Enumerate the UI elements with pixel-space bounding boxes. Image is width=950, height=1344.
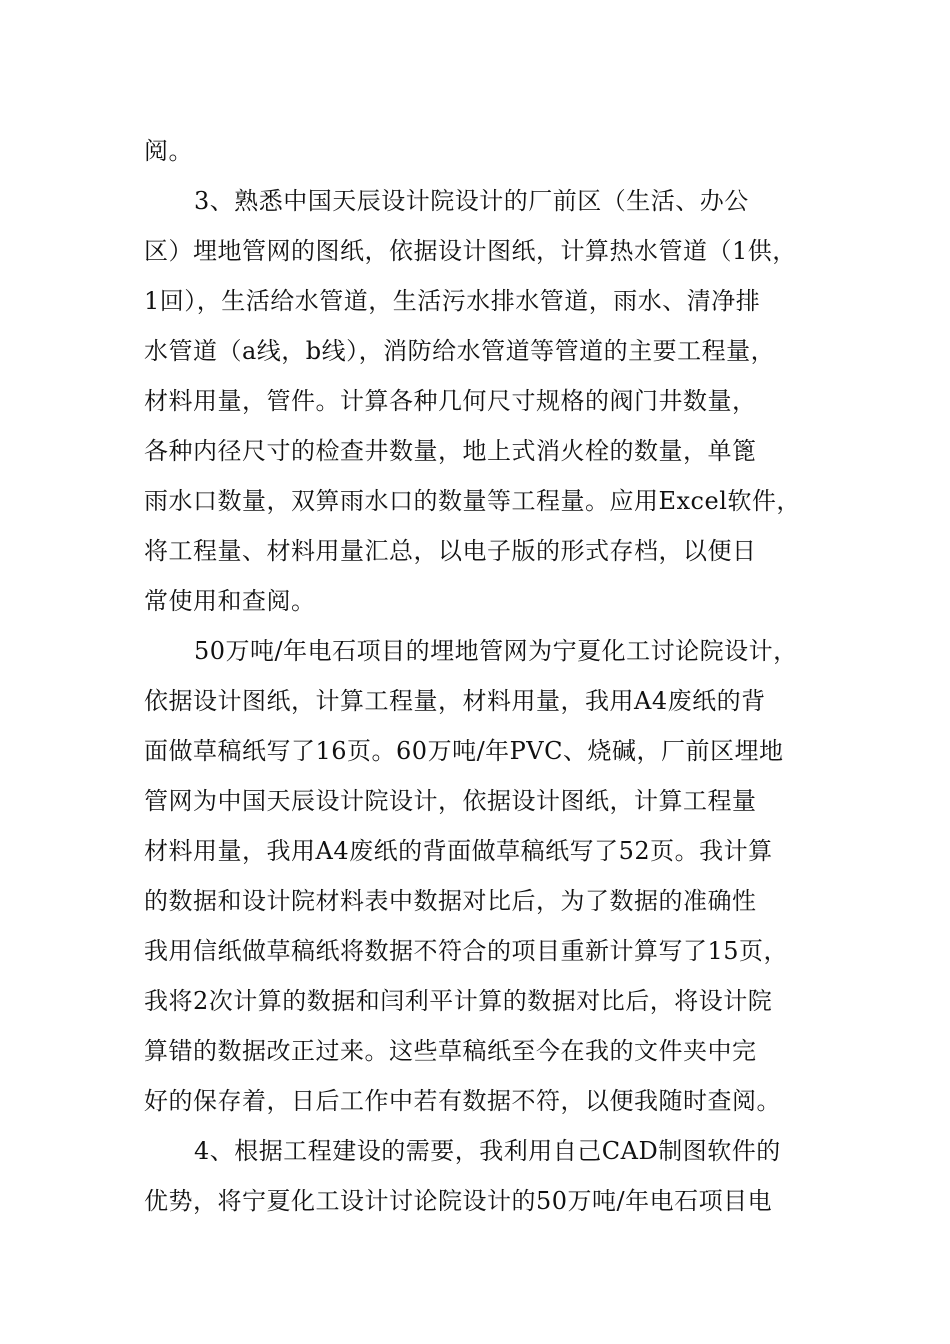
text-line: 我将2次计算的数据和闫利平计算的数据对比后，将设计院 xyxy=(144,987,773,1015)
text-line: 雨水口数量，双箅雨水口的数量等工程量。应用Excel软件， xyxy=(144,487,801,515)
text-line: 4、根据工程建设的需要，我利用自己CAD制图软件的 xyxy=(194,1137,781,1165)
text-line: 管网为中国天辰设计院设计，依据设计图纸，计算工程量 xyxy=(144,787,757,815)
text-line: 各种内径尺寸的检查井数量，地上式消火栓的数量，单篦 xyxy=(144,437,757,465)
text-line: 常使用和查阅。 xyxy=(144,587,316,615)
text-line: 50万吨/年电石项目的埋地管网为宁夏化工讨论院设计， xyxy=(194,637,798,665)
text-line: 好的保存着，日后工作中若有数据不符，以便我随时查阅。 xyxy=(144,1087,781,1115)
text-line: 材料用量，我用A4废纸的背面做草稿纸写了52页。我计算 xyxy=(144,837,773,865)
text-line: 材料用量，管件。计算各种几何尺寸规格的阀门井数量， xyxy=(144,387,757,415)
text-line: 我用信纸做草稿纸将数据不符合的项目重新计算写了15页， xyxy=(144,937,789,965)
text-line: 3、熟悉中国天辰设计院设计的厂前区（生活、办公 xyxy=(194,187,749,215)
text-line: 算错的数据改正过来。这些草稿纸至今在我的文件夹中完 xyxy=(144,1037,757,1065)
text-line: 优势，将宁夏化工设计讨论院设计的50万吨/年电石项目电 xyxy=(144,1187,773,1215)
text-line: 阅。 xyxy=(144,137,193,165)
text-line: 的数据和设计院材料表中数据对比后，为了数据的准确性 xyxy=(144,887,757,915)
text-line: 依据设计图纸，计算工程量，材料用量，我用A4废纸的背 xyxy=(144,687,766,715)
text-line: 1回），生活给水管道，生活污水排水管道，雨水、清净排 xyxy=(144,287,761,315)
text-line: 面做草稿纸写了16页。60万吨/年PVC、烧碱，厂前区埋地 xyxy=(144,737,784,765)
text-line: 将工程量、材料用量汇总，以电子版的形式存档，以便日 xyxy=(144,537,757,565)
text-line: 区）埋地管网的图纸，依据设计图纸，计算热水管道（1供， xyxy=(144,237,797,265)
text-line: 水管道（a线，b线），消防给水管道等管道的主要工程量， xyxy=(144,337,776,365)
